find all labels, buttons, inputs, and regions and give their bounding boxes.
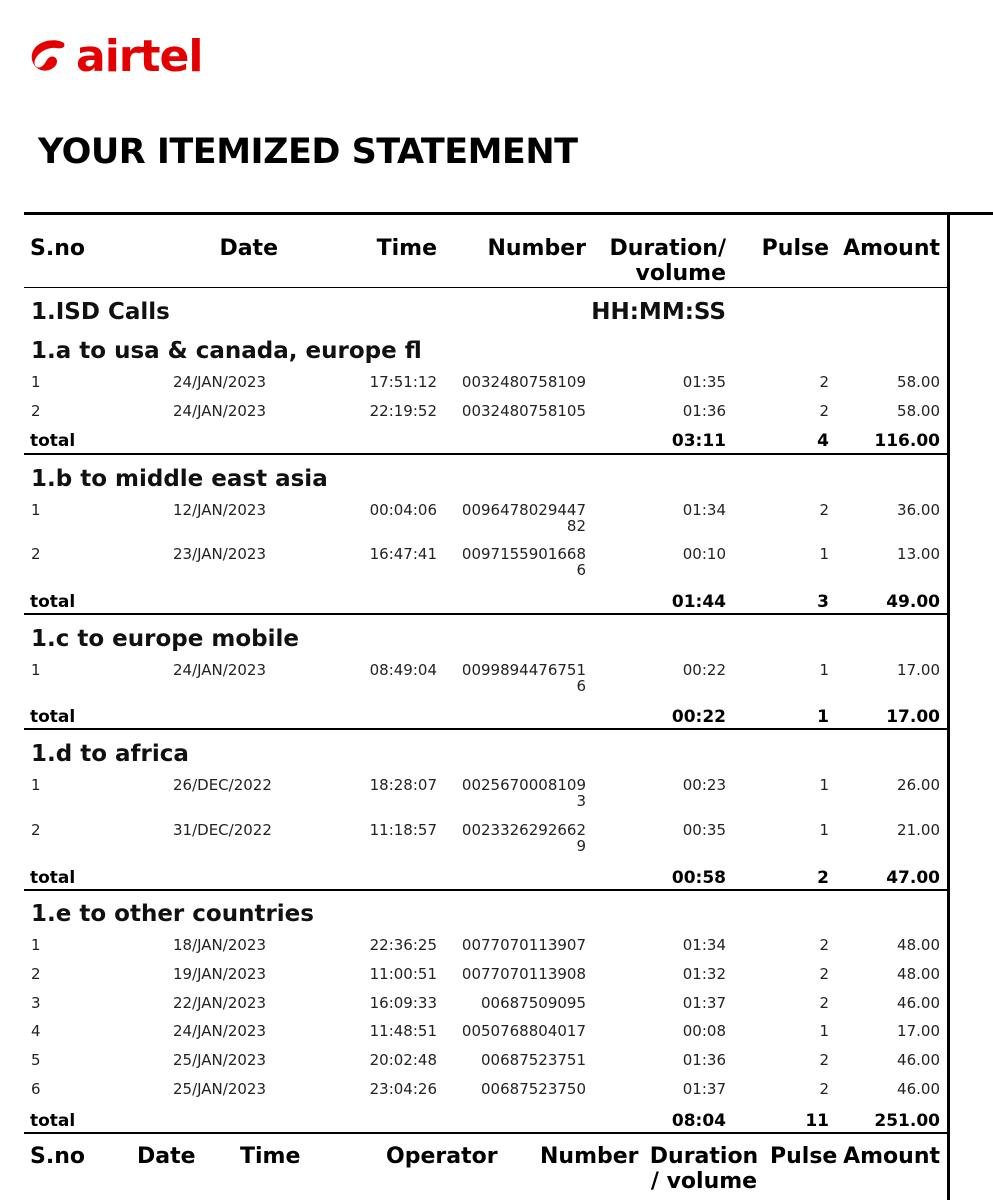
row-sno: 2 xyxy=(31,402,41,420)
total-pulse: 2 xyxy=(817,868,829,888)
group-title: 1.a to usa & canada, europe fl xyxy=(31,338,422,364)
row-time: 11:18:57 xyxy=(369,821,437,839)
row-date: 18/JAN/2023 xyxy=(173,936,267,954)
total-label: total xyxy=(30,707,76,727)
row-pulse: 1 xyxy=(819,1022,829,1040)
row-pulse: 1 xyxy=(819,776,829,794)
row-number: 00687523751 xyxy=(481,1051,586,1069)
row-pulse: 2 xyxy=(819,965,829,983)
row-amount: 17.00 xyxy=(897,661,940,679)
row-date: 24/JAN/2023 xyxy=(173,402,267,420)
row-duration: 01:37 xyxy=(682,994,726,1012)
row-duration: 00:22 xyxy=(682,661,726,679)
header2-date: Date xyxy=(137,1144,196,1169)
row-sno: 1 xyxy=(31,776,41,794)
row-sno: 1 xyxy=(31,501,41,519)
row-time: 00:04:06 xyxy=(369,501,437,519)
row-time: 18:28:07 xyxy=(369,776,437,794)
total-label: total xyxy=(30,431,76,451)
total-duration: 03:11 xyxy=(671,431,726,451)
row-amount: 48.00 xyxy=(897,936,940,954)
row-amount: 58.00 xyxy=(897,373,940,391)
row-number-wrap: 82 xyxy=(566,517,586,535)
brand-name: airtel xyxy=(76,31,203,82)
total-amount: 49.00 xyxy=(886,592,940,612)
row-date: 25/JAN/2023 xyxy=(173,1080,267,1098)
row-time: 11:00:51 xyxy=(369,965,437,983)
header-number: Number xyxy=(487,236,586,261)
row-date: 22/JAN/2023 xyxy=(173,994,267,1012)
row-number: 0097155901668 xyxy=(461,545,586,563)
total-label: total xyxy=(30,592,76,612)
header-date: Date xyxy=(219,236,278,261)
header-volume: volume xyxy=(635,261,726,286)
row-amount: 21.00 xyxy=(897,821,940,839)
row-time: 08:49:04 xyxy=(369,661,437,679)
row-number-wrap: 6 xyxy=(576,677,586,695)
row-number-wrap: 3 xyxy=(576,792,586,810)
row-number-wrap: 9 xyxy=(576,837,586,855)
row-number: 0099894476751 xyxy=(461,661,586,679)
header2-number: Number xyxy=(540,1144,639,1169)
header2-operator: Operator xyxy=(386,1144,498,1169)
row-number: 0077070113907 xyxy=(461,936,586,954)
row-date: 24/JAN/2023 xyxy=(173,1022,267,1040)
total-amount: 251.00 xyxy=(874,1111,940,1131)
group-rule xyxy=(24,1132,947,1134)
row-date: 24/JAN/2023 xyxy=(173,661,267,679)
row-pulse: 2 xyxy=(819,373,829,391)
total-pulse: 3 xyxy=(817,592,829,612)
row-time: 23:04:26 xyxy=(369,1080,437,1098)
row-duration: 01:35 xyxy=(682,373,726,391)
row-sno: 5 xyxy=(31,1051,41,1069)
total-duration: 00:22 xyxy=(671,707,726,727)
row-amount: 48.00 xyxy=(897,965,940,983)
header2-volume: / volume xyxy=(650,1169,758,1194)
total-duration: 08:04 xyxy=(671,1111,726,1131)
header-sno: S.no xyxy=(30,236,85,261)
row-time: 11:48:51 xyxy=(369,1022,437,1040)
header-rule xyxy=(24,287,947,288)
total-amount: 47.00 xyxy=(886,868,940,888)
row-date: 26/DEC/2022 xyxy=(173,776,272,794)
group-rule xyxy=(24,613,947,615)
header-amount: Amount xyxy=(843,236,940,261)
header2-time: Time xyxy=(240,1144,301,1169)
table-right-rule xyxy=(947,212,950,1200)
section-unit: HH:MM:SS xyxy=(591,299,726,325)
group-title: 1.b to middle east asia xyxy=(31,466,328,492)
header2-duration: Duration xyxy=(649,1144,759,1169)
row-pulse: 1 xyxy=(819,545,829,563)
section-title: 1.ISD Calls xyxy=(31,299,170,325)
row-date: 12/JAN/2023 xyxy=(173,501,267,519)
row-pulse: 2 xyxy=(819,936,829,954)
row-duration: 01:32 xyxy=(682,965,726,983)
header2-pulse: Pulse xyxy=(770,1144,838,1169)
statement-title: YOUR ITEMIZED STATEMENT xyxy=(38,132,578,172)
row-duration: 01:34 xyxy=(682,501,726,519)
row-amount: 36.00 xyxy=(897,501,940,519)
row-pulse: 2 xyxy=(819,1051,829,1069)
header-pulse: Pulse xyxy=(761,236,829,261)
row-amount: 58.00 xyxy=(897,402,940,420)
total-pulse: 11 xyxy=(805,1111,829,1131)
header2-amount: Amount xyxy=(843,1144,940,1169)
row-number: 00687523750 xyxy=(481,1080,586,1098)
header2-sno: S.no xyxy=(30,1144,85,1169)
total-duration: 01:44 xyxy=(671,592,726,612)
row-amount: 13.00 xyxy=(897,545,940,563)
row-number: 0050768804017 xyxy=(461,1022,586,1040)
row-amount: 46.00 xyxy=(897,1080,940,1098)
total-pulse: 1 xyxy=(817,707,829,727)
row-number: 0096478029447 xyxy=(461,501,586,519)
total-pulse: 4 xyxy=(817,431,829,451)
row-date: 31/DEC/2022 xyxy=(173,821,272,839)
row-number: 0032480758105 xyxy=(461,402,586,420)
row-amount: 46.00 xyxy=(897,1051,940,1069)
row-time: 16:47:41 xyxy=(369,545,437,563)
row-sno: 3 xyxy=(31,994,41,1012)
row-number: 0077070113908 xyxy=(461,965,586,983)
row-amount: 17.00 xyxy=(897,1022,940,1040)
row-time: 22:36:25 xyxy=(369,936,437,954)
row-number-wrap: 6 xyxy=(576,561,586,579)
row-duration: 00:08 xyxy=(682,1022,726,1040)
row-sno: 1 xyxy=(31,661,41,679)
row-duration: 00:35 xyxy=(682,821,726,839)
row-time: 22:19:52 xyxy=(369,402,437,420)
total-duration: 00:58 xyxy=(671,868,726,888)
group-rule xyxy=(24,453,947,455)
row-time: 16:09:33 xyxy=(369,994,437,1012)
row-sno: 2 xyxy=(31,545,41,563)
row-pulse: 2 xyxy=(819,501,829,519)
group-title: 1.e to other countries xyxy=(31,901,314,927)
row-duration: 01:36 xyxy=(682,402,726,420)
row-pulse: 1 xyxy=(819,661,829,679)
row-duration: 01:34 xyxy=(682,936,726,954)
row-number: 00687509095 xyxy=(481,994,586,1012)
row-pulse: 2 xyxy=(819,994,829,1012)
airtel-logo xyxy=(28,32,202,82)
row-date: 19/JAN/2023 xyxy=(173,965,267,983)
row-date: 25/JAN/2023 xyxy=(173,1051,267,1069)
group-rule xyxy=(24,889,947,891)
row-sno: 1 xyxy=(31,936,41,954)
row-sno: 6 xyxy=(31,1080,41,1098)
total-label: total xyxy=(30,1111,76,1131)
total-amount: 17.00 xyxy=(886,707,940,727)
row-sno: 2 xyxy=(31,965,41,983)
row-date: 23/JAN/2023 xyxy=(173,545,267,563)
row-duration: 00:23 xyxy=(682,776,726,794)
table-top-rule xyxy=(24,212,993,215)
row-pulse: 1 xyxy=(819,821,829,839)
group-rule xyxy=(24,728,947,730)
header-time: Time xyxy=(376,236,437,261)
row-duration: 01:36 xyxy=(682,1051,726,1069)
row-sno: 1 xyxy=(31,373,41,391)
row-amount: 26.00 xyxy=(897,776,940,794)
row-number: 0032480758109 xyxy=(461,373,586,391)
row-time: 20:02:48 xyxy=(369,1051,437,1069)
group-title: 1.d to africa xyxy=(31,741,189,767)
total-amount: 116.00 xyxy=(874,431,940,451)
row-duration: 00:10 xyxy=(682,545,726,563)
row-number: 0025670008109 xyxy=(461,776,586,794)
header-duration: Duration/ xyxy=(609,236,726,261)
row-time: 17:51:12 xyxy=(369,373,437,391)
row-date: 24/JAN/2023 xyxy=(173,373,267,391)
group-title: 1.c to europe mobile xyxy=(31,626,299,652)
row-amount: 46.00 xyxy=(897,994,940,1012)
row-duration: 01:37 xyxy=(682,1080,726,1098)
row-sno: 2 xyxy=(31,821,41,839)
row-pulse: 2 xyxy=(819,1080,829,1098)
total-label: total xyxy=(30,868,76,888)
row-pulse: 2 xyxy=(819,402,829,420)
row-sno: 4 xyxy=(31,1022,41,1040)
row-number: 0023326292662 xyxy=(461,821,586,839)
airtel-swirl-icon xyxy=(28,37,70,77)
